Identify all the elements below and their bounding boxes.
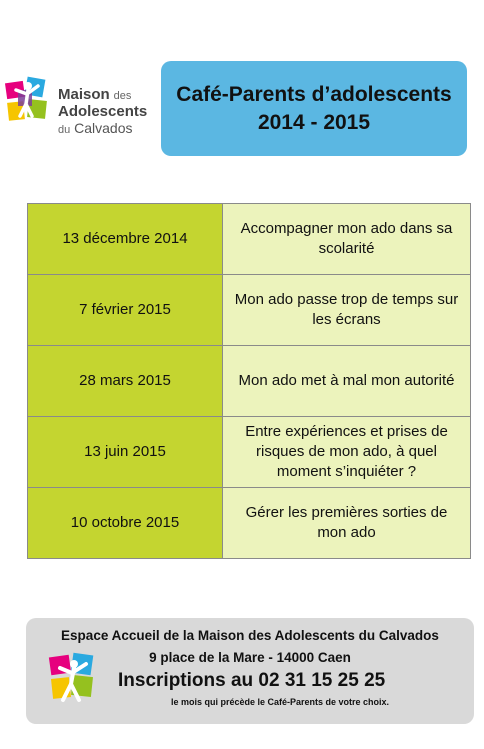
session-topic: Mon ado passe trop de temps sur les écrans — [223, 275, 471, 346]
schedule-table — [27, 203, 471, 559]
footer-venue: Espace Accueil de la Maison des Adolescents du Calvados — [61, 628, 439, 643]
session-topic: Entre expériences et prises de risques de mon ado, à quel moment s’inquiéter ? — [223, 417, 471, 488]
logo — [2, 76, 162, 140]
page-title: Café-Parents d’adolescents — [176, 82, 452, 106]
logo-icon — [2, 76, 56, 130]
table-row — [28, 417, 471, 488]
footer-address: 9 place de la Mare - 14000 Caen — [149, 650, 351, 665]
table-row — [28, 275, 471, 346]
session-topic: Mon ado met à mal mon autorité — [223, 346, 471, 417]
table-row — [28, 204, 471, 275]
session-topic: Gérer les premières sorties de mon ado — [223, 488, 471, 559]
session-date: 7 février 2015 — [28, 275, 223, 346]
logo-word-des: des — [113, 90, 132, 102]
footer-registration-phone: Inscriptions au 02 31 15 25 25 — [118, 670, 386, 691]
logo-word-du: du — [58, 124, 71, 136]
table-row — [28, 346, 471, 417]
logo-word-maison: Maison — [58, 86, 110, 103]
session-date: 10 octobre 2015 — [28, 488, 223, 559]
page-subtitle-years: 2014 - 2015 — [257, 110, 371, 134]
logo-word-adolescents: Adolescents — [58, 103, 148, 120]
session-topic: Accompagner mon ado dans sa scolarité — [223, 204, 471, 275]
title-box — [161, 61, 467, 156]
table-row — [28, 488, 471, 559]
footer-registration-note: le mois qui précède le Café-Parents de votre choix. — [170, 697, 390, 707]
session-date: 13 décembre 2014 — [28, 204, 223, 275]
logo-word-calvados: Calvados — [74, 120, 133, 136]
session-date: 28 mars 2015 — [28, 346, 223, 417]
footer-info-box — [26, 618, 474, 724]
session-date: 13 juin 2015 — [28, 417, 223, 488]
